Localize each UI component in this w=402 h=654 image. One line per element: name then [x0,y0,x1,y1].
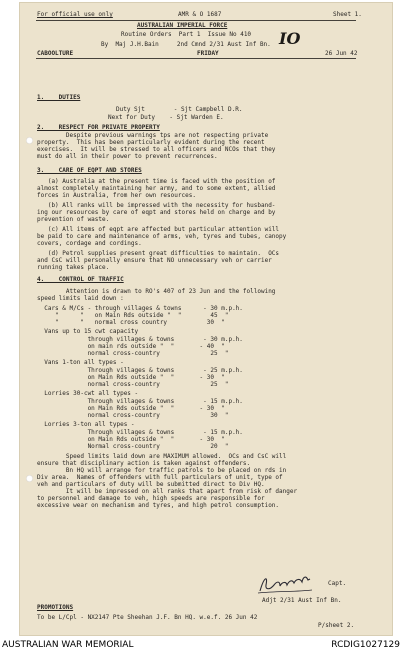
archive-id: RCDIG1027129 [331,640,400,650]
adjutant-role: Adjt 2/31 Aust Inf Bn. [262,597,342,604]
section-property-heading: 2. RESPECT FOR PRIVATE PROPERTY [37,124,160,131]
speed-row: Normal cross-country 20 " [37,443,229,450]
traffic-intro: Attention is drawn to RO's 407 of 23 Jun and the following [37,288,276,295]
speed-row: " " normal cross country 30 " [37,319,225,326]
speed-row: Through villages & towns - 25 m.p.h. [37,367,243,374]
section-care-heading: 3. CARE OF EQPT AND STORES [37,167,142,174]
duty-sjt-line: Duty Sjt - Sjt Campbell D.R. [116,106,243,113]
traffic-para: excessive wear on mechanism and tyres, and high petrol consumption. [37,502,280,509]
speed-row: normal cross-country 30 " [37,412,229,419]
traffic-para: Div area. Names of offenders with full particulars of unit, type of [37,474,283,481]
care-line: be paid to care and maintenance of arms, veh, tyres and tubes, canopy [37,233,287,240]
speed-row: on main rds outside " " - 40 " [37,343,225,350]
speed-row: normal cross-country 25 " [37,381,229,388]
traffic-intro: speed limits laid down : [37,295,124,302]
speed-row: through villages & towns - 30 m.p.h. [37,336,243,343]
care-line: (d) Petrol supplies present great difficulties to maintain. OCs [37,250,280,257]
sheet-number: Sheet 1. [333,11,362,18]
care-line: forces in Australia, from her own resources. [37,192,196,199]
amr-reference: AMR & O 1687 [178,11,222,18]
section-traffic-heading: 4. CONTROL OF TRAFFIC [37,276,124,283]
routine-orders-title: Routine Orders Part 1 Issue No 410 [121,31,252,38]
next-sheet: P/sheet 2. [318,622,355,629]
speed-row: Lorries 3-ton all types - [37,421,135,428]
order-date: 26 Jun 42 [325,50,358,57]
property-line: exercises. It will be stressed to all officers and NCOs that they [37,146,276,153]
care-line: ing our resources by care of eqpt and stores held on charge and by [37,209,276,216]
property-line: must do all in their power to prevent recurrences. [37,153,218,160]
care-line: (b) All ranks will be impressed with the necessity for husband- [37,202,276,209]
speed-row: Vans 1-ton all types - [37,359,124,366]
traffic-para: Speed limits laid down are MAXIMUM allowed. OCs and CsC will [37,453,287,460]
speed-row: Through villages & towns - 15 m.p.h. [37,429,243,436]
section-duties-heading: 1. DUTIES [37,94,81,101]
traffic-para: ensure that disciplinary action is taken against offenders. [37,460,251,467]
speed-row: on Main Rds outside " " - 30 " [37,436,225,443]
traffic-para: Bn HQ will arrange for traffic patrols to be placed on rds in [37,467,287,474]
issued-by: By Maj J.H.Bain 2nd Cmnd 2/31 Aust Inf Bn. [101,41,271,48]
promotions-heading: PROMOTIONS [37,604,74,611]
archive-name: AUSTRALIAN WAR MEMORIAL [2,640,134,650]
speed-row: normal cross-country 25 " [37,350,229,357]
speed-row: " " on Main Rds outside " " 45 " [37,312,229,319]
traffic-para: veh and particulars of duty will be submitted direct to Div HQ. [37,481,265,488]
header-rule [36,20,356,21]
speed-row: Cars & M/Cs - through villages & towns - 30 m.p.h. [37,305,243,312]
speed-row: Lorries 30-cwt all types - [37,390,139,397]
property-line: Despite previous warnings tps are not respecting private [37,132,269,139]
promotion-line: To be L/Cpl - NX2147 Pte Sheehan J.F. Bn HQ. w.e.f. 26 Jun 42 [37,614,258,621]
speed-row: on Main Rds outside " " - 30 " [37,374,225,381]
location-label: CABOOLTURE [37,50,74,57]
next-duty-line: Next for Duty - Sjt Warden E. [108,114,224,121]
adjutant-signature [256,573,326,595]
care-line: (c) All items of eqpt are affected but particular attention will [37,226,280,233]
care-line: covers, cordage and cordings. [37,240,142,247]
care-line: prevention of waste. [37,216,110,223]
capt-label: Capt. [328,580,347,587]
archive-footer [0,636,402,654]
location-rule [36,58,356,59]
traffic-para: to personnel and damage to veh, high speeds are responsible for [37,495,265,502]
day-label: FRIDAY [197,50,219,57]
speed-row: Vans up to 15 cwt capacity [37,328,139,335]
official-use-label: For official use only [37,11,113,18]
handwritten-mark: IO [279,29,301,48]
property-line: property. This has been particularly evident during the recent [37,139,265,146]
speed-row: on Main Rds outside " " - 30 " [37,405,225,412]
care-line: almost completely maintaining her army, and to some extent, allied [37,185,276,192]
care-line: (a) Australia at the present time is faced with the position of [37,178,276,185]
care-line: and CsC will personally ensure that NO unnecessary veh or carrier [37,257,272,264]
traffic-para: It will be impressed on all ranks that apart from risk of danger [37,488,298,495]
speed-row: Through villages & towns - 15 m.p.h. [37,398,243,405]
care-line: running takes place. [37,264,110,271]
force-title: AUSTRALIAN IMPERIAL FORCE [137,22,228,29]
